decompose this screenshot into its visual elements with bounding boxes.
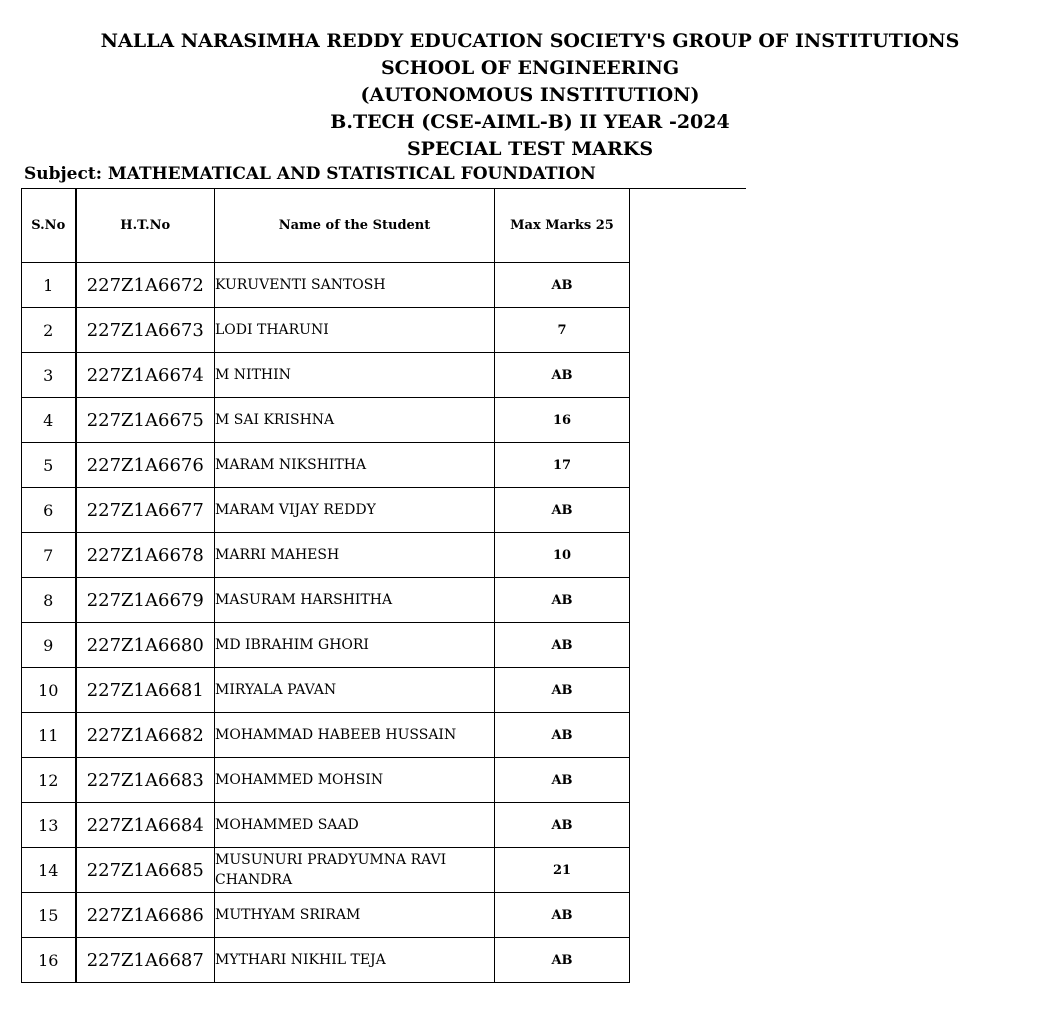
cell-marks: AB xyxy=(495,893,630,938)
cell-marks: 16 xyxy=(495,398,630,443)
table-row xyxy=(22,488,630,533)
cell-student-name: MUSUNURI PRADYUMNA RAVI CHANDRA xyxy=(215,848,495,893)
table-row xyxy=(22,533,630,578)
cell-marks: AB xyxy=(495,263,630,308)
cell-htno: 227Z1A6681 xyxy=(76,668,215,713)
test-title: SPECIAL TEST MARKS xyxy=(406,138,654,160)
table-row xyxy=(22,713,630,758)
cell-student-name: MOHAMMED SAAD xyxy=(215,803,495,848)
table-row xyxy=(22,443,630,488)
cell-student-name: M SAI KRISHNA xyxy=(215,398,495,443)
institution-status: (AUTONOMOUS INSTITUTION) xyxy=(360,84,700,106)
table-header-row xyxy=(22,189,630,263)
cell-sno: 14 xyxy=(22,848,76,893)
cell-htno: 227Z1A6687 xyxy=(76,938,215,983)
table-row xyxy=(22,308,630,353)
marks-table xyxy=(21,188,630,983)
cell-htno: 227Z1A6684 xyxy=(76,803,215,848)
cell-htno: 227Z1A6683 xyxy=(76,758,215,803)
cell-sno: 3 xyxy=(22,353,76,398)
cell-htno: 227Z1A6673 xyxy=(76,308,215,353)
table-row xyxy=(22,353,630,398)
cell-sno: 9 xyxy=(22,623,76,668)
institution-name: NALLA NARASIMHA REDDY EDUCATION SOCIETY'S GROUP OF INSTITUTIONS xyxy=(100,30,960,52)
cell-student-name: MOHAMMAD HABEEB HUSSAIN xyxy=(215,713,495,758)
cell-marks: AB xyxy=(495,578,630,623)
cell-marks: AB xyxy=(495,803,630,848)
cell-marks: AB xyxy=(495,668,630,713)
cell-htno: 227Z1A6679 xyxy=(76,578,215,623)
cell-sno: 16 xyxy=(22,938,76,983)
cell-sno: 15 xyxy=(22,893,76,938)
cell-sno: 13 xyxy=(22,803,76,848)
cell-htno: 227Z1A6678 xyxy=(76,533,215,578)
cell-sno: 5 xyxy=(22,443,76,488)
subject-line: Subject: MATHEMATICAL AND STATISTICAL FOUNDATION xyxy=(24,164,596,184)
cell-marks: AB xyxy=(495,938,630,983)
table-row xyxy=(22,803,630,848)
cell-marks: AB xyxy=(495,623,630,668)
cell-htno: 227Z1A6672 xyxy=(76,263,215,308)
cell-htno: 227Z1A6674 xyxy=(76,353,215,398)
cell-marks: AB xyxy=(495,758,630,803)
table-row xyxy=(22,893,630,938)
cell-marks: 17 xyxy=(495,443,630,488)
column-header-marks: Max Marks 25 xyxy=(495,189,630,263)
marks-table-body xyxy=(22,263,630,983)
table-row xyxy=(22,758,630,803)
column-header-htno: H.T.No xyxy=(76,189,215,263)
cell-student-name: M NITHIN xyxy=(215,353,495,398)
cell-htno: 227Z1A6677 xyxy=(76,488,215,533)
cell-marks: 21 xyxy=(495,848,630,893)
cell-sno: 11 xyxy=(22,713,76,758)
course-year: B.TECH (CSE-AIML-B) II YEAR -2024 xyxy=(330,111,730,133)
cell-student-name: MUTHYAM SRIRAM xyxy=(215,893,495,938)
school-name: SCHOOL OF ENGINEERING xyxy=(380,57,680,79)
cell-sno: 1 xyxy=(22,263,76,308)
table-row xyxy=(22,578,630,623)
table-row xyxy=(22,848,630,893)
cell-student-name: MYTHARI NIKHIL TEJA xyxy=(215,938,495,983)
cell-student-name: MIRYALA PAVAN xyxy=(215,668,495,713)
cell-sno: 12 xyxy=(22,758,76,803)
cell-marks: 10 xyxy=(495,533,630,578)
cell-sno: 8 xyxy=(22,578,76,623)
cell-student-name: KURUVENTI SANTOSH xyxy=(215,263,495,308)
column-header-name: Name of the Student xyxy=(215,189,495,263)
table-row xyxy=(22,398,630,443)
cell-htno: 227Z1A6686 xyxy=(76,893,215,938)
cell-htno: 227Z1A6685 xyxy=(76,848,215,893)
cell-student-name: MARAM NIKSHITHA xyxy=(215,443,495,488)
column-header-sno: S.No xyxy=(22,189,76,263)
cell-marks: AB xyxy=(495,713,630,758)
cell-student-name: MD IBRAHIM GHORI xyxy=(215,623,495,668)
cell-htno: 227Z1A6675 xyxy=(76,398,215,443)
cell-sno: 2 xyxy=(22,308,76,353)
document-heading xyxy=(0,28,1060,163)
table-row xyxy=(22,668,630,713)
cell-htno: 227Z1A6680 xyxy=(76,623,215,668)
table-row xyxy=(22,938,630,983)
cell-sno: 7 xyxy=(22,533,76,578)
cell-student-name: MARRI MAHESH xyxy=(215,533,495,578)
table-row xyxy=(22,623,630,668)
cell-htno: 227Z1A6676 xyxy=(76,443,215,488)
cell-sno: 10 xyxy=(22,668,76,713)
cell-student-name: MARAM VIJAY REDDY xyxy=(215,488,495,533)
cell-student-name: MOHAMMED MOHSIN xyxy=(215,758,495,803)
cell-student-name: LODI THARUNI xyxy=(215,308,495,353)
cell-sno: 4 xyxy=(22,398,76,443)
cell-student-name: MASURAM HARSHITHA xyxy=(215,578,495,623)
table-row xyxy=(22,263,630,308)
cell-htno: 227Z1A6682 xyxy=(76,713,215,758)
cell-marks: 7 xyxy=(495,308,630,353)
cell-marks: AB xyxy=(495,353,630,398)
cell-sno: 6 xyxy=(22,488,76,533)
cell-marks: AB xyxy=(495,488,630,533)
